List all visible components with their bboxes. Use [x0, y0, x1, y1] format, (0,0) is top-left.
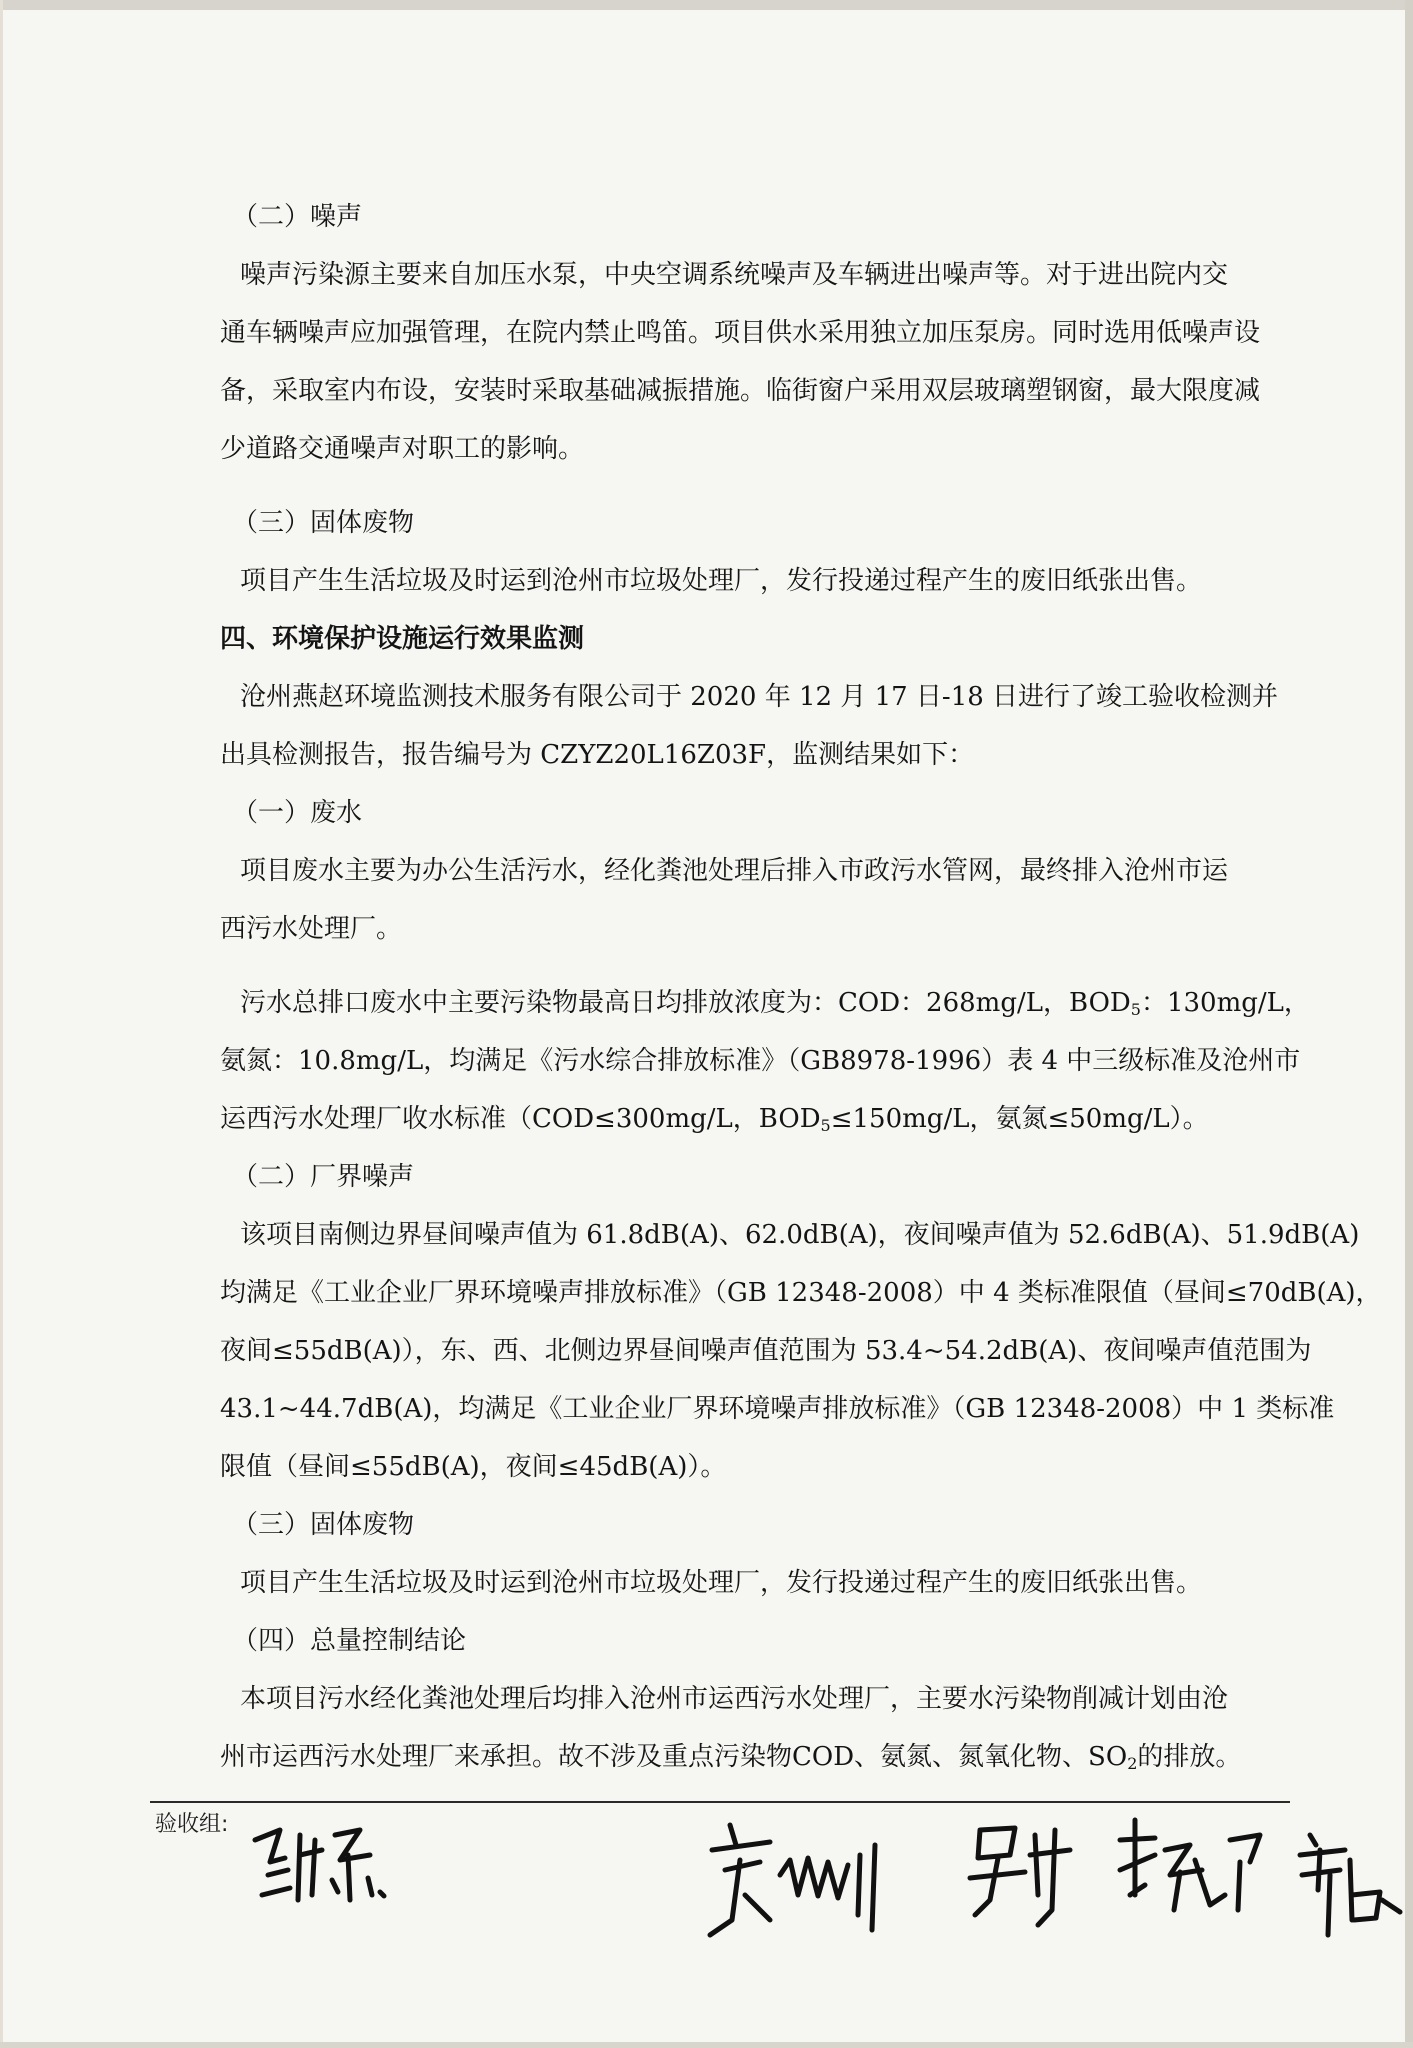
paragraph-line: 沧州燕赵环境监测技术服务有限公司于 2020 年 12 月 17 日-18 日进行了竣工验收检测并	[240, 682, 1279, 712]
paragraph-line: 43.1~44.7dB(A)，均满足《工业企业厂界环境噪声排放标准》（GB 12348-2008）中 1 类标准	[220, 1394, 1335, 1424]
paragraph-line: 运西污水处理厂收水标准（COD≤300mg/L，$BOD_5\le 150mg/L$，氨氮≤50mg/L）。	[220, 1104, 1209, 1135]
scan-edge-top	[0, 0, 1413, 10]
paragraph-line: 噪声污染源主要来自加压水泵，中央空调系统噪声及车辆进出噪声等。对于进出院内交	[240, 260, 1229, 290]
document-page	[220, 188, 1382, 1786]
paragraph-line: 限值（昼间≤55dB(A)，夜间≤45dB(A)）。	[220, 1452, 727, 1482]
signature-4	[1110, 1800, 1280, 1970]
scan-edge-right	[1405, 0, 1413, 2048]
paragraph-line: 通车辆噪声应加强管理，在院内禁止鸣笛。项目供水采用独立加压泵房。同时选用低噪声设	[220, 318, 1261, 348]
subheading-boundary-noise: （二）厂界噪声	[232, 1162, 415, 1192]
paragraph-line: 州市运西污水处理厂来承担。故不涉及重点污染物COD、氨氮、氮氧化物、$SO_2$的排放。	[220, 1742, 1242, 1773]
paragraph-line: 出具检测报告，报告编号为 CZYZ20L16Z03F，监测结果如下：	[220, 740, 975, 770]
subheading-total-control: （四）总量控制结论	[232, 1626, 467, 1656]
paragraph-line: 该项目南侧边界昼间噪声值为 61.8dB(A)、62.0dB(A)，夜间噪声值为 52.6dB(A)、51.9dB(A)	[240, 1220, 1360, 1250]
paragraph-line: 西污水处理厂。	[220, 914, 403, 944]
subheading-solid-waste-2: （三）固体废物	[232, 1510, 415, 1540]
signature-3	[960, 1800, 1090, 1970]
subheading-noise: （二）噪声	[232, 202, 363, 232]
scan-edge-bottom	[0, 2042, 1413, 2048]
paragraph-line: 本项目污水经化粪池处理后均排入沧州市运西污水处理厂，主要水污染物削减计划由沧	[240, 1684, 1229, 1714]
paragraph-line: 备，采取室内布设，安装时采取基础减振措施。临街窗户采用双层玻璃塑钢窗，最大限度减	[220, 376, 1261, 406]
subheading-solid-waste: （三）固体废物	[232, 508, 415, 538]
paragraph-line: 项目废水主要为办公生活污水，经化粪池处理后排入市政污水管网，最终排入沧州市运	[240, 856, 1229, 886]
acceptance-group-label: 验收组:	[155, 1812, 229, 1837]
paragraph-line: 项目产生生活垃圾及时运到沧州市垃圾处理厂，发行投递过程产生的废旧纸张出售。	[240, 1568, 1203, 1598]
section-heading-monitoring: 四、环境保护设施运行效果监测	[220, 624, 585, 654]
signature-1	[240, 1800, 410, 1970]
signature-5	[1290, 1800, 1410, 1970]
paragraph-line: 均满足《工业企业厂界环境噪声排放标准》（GB 12348-2008）中 4 类标准限值（昼间≤70dB(A)，	[220, 1278, 1382, 1308]
paragraph-line: 氨氮：10.8mg/L，均满足《污水综合排放标准》（GB8978-1996）表 4 中三级标准及沧州市	[220, 1046, 1301, 1076]
paragraph-line: 夜间≤55dB(A)），东、西、北侧边界昼间噪声值范围为 53.4~54.2dB(A)、夜间噪声值范围为	[220, 1336, 1312, 1366]
subheading-wastewater: （一）废水	[232, 798, 363, 828]
paragraph-line: 项目产生生活垃圾及时运到沧州市垃圾处理厂，发行投递过程产生的废旧纸张出售。	[240, 566, 1203, 596]
scan-edge-left	[0, 0, 3, 2048]
paragraph-line: 少道路交通噪声对职工的影响。	[220, 434, 585, 464]
signature-2	[700, 1800, 940, 1970]
paragraph-line: 污水总排口废水中主要污染物最高日均排放浓度为：COD：268mg/L，$BOD_5$：130mg/L，	[240, 988, 1310, 1019]
